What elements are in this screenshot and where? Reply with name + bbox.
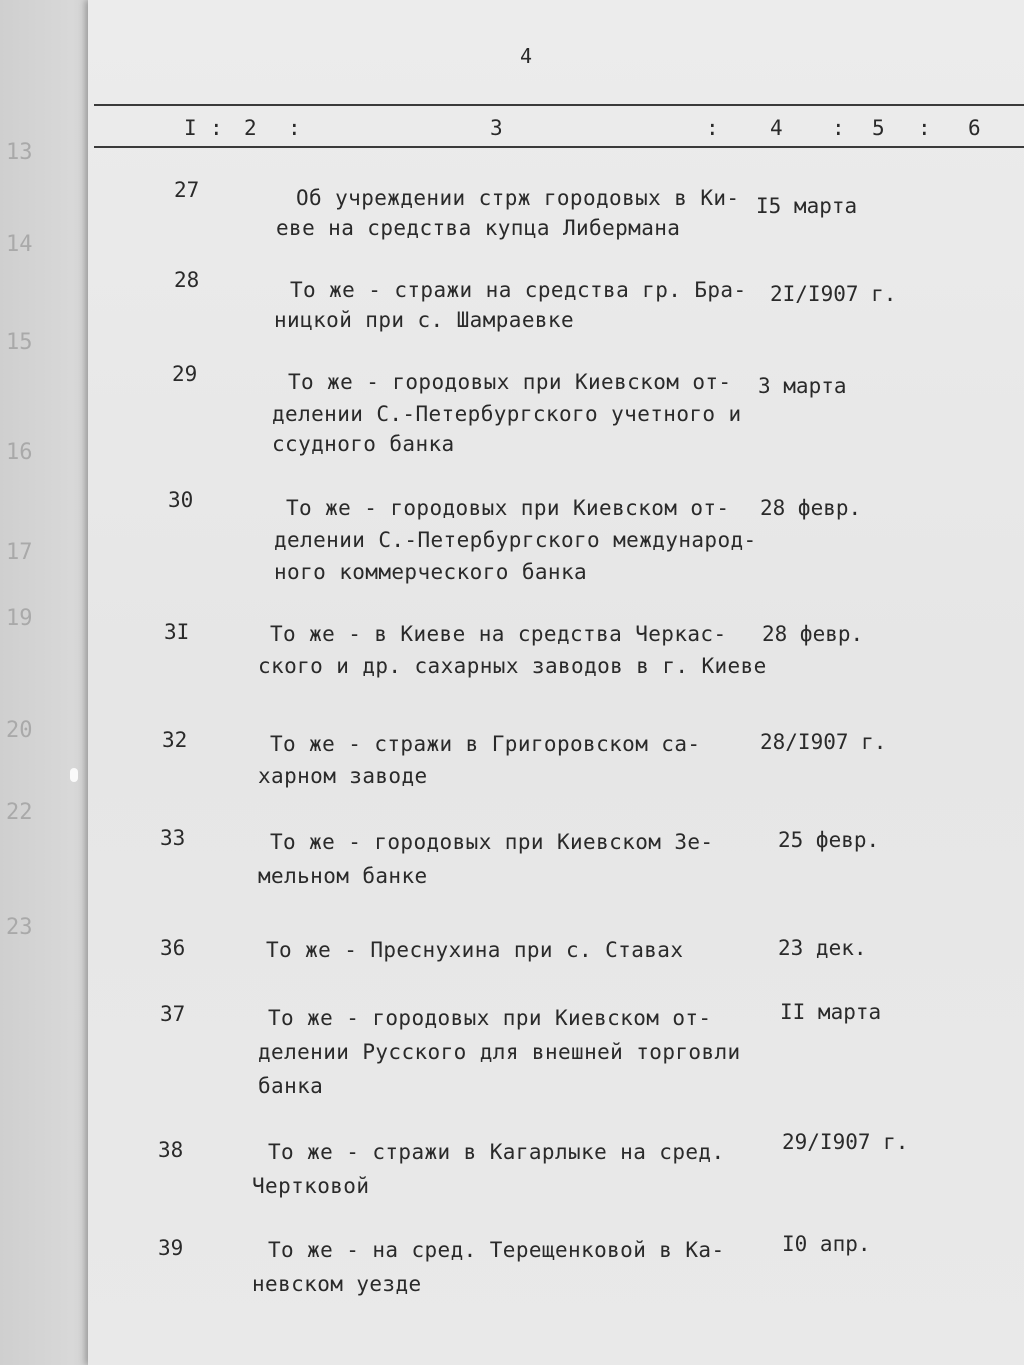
staple-hole bbox=[70, 768, 78, 782]
entry-number: 36 bbox=[160, 936, 186, 960]
header-separator: : bbox=[288, 116, 301, 140]
entry-text-line: еве на средства купца Либермана bbox=[276, 216, 681, 240]
entry-number: 32 bbox=[162, 728, 188, 752]
entry-date: I0 апр. bbox=[782, 1232, 871, 1256]
entry-text-line: То же - в Киеве на средства Черкас- bbox=[270, 622, 727, 646]
document-page bbox=[88, 0, 1024, 1365]
header-col-5: 5 bbox=[872, 116, 885, 140]
entry-text-line: То же - Преснухина при с. Ставах bbox=[266, 938, 684, 962]
entry-text-line: То же - городовых при Киевском от- bbox=[268, 1006, 712, 1030]
entry-date: II марта bbox=[780, 1000, 882, 1024]
entry-number: 29 bbox=[172, 362, 198, 386]
entry-text-line: То же - стражи в Кагарлыке на сред. bbox=[268, 1140, 725, 1164]
header-col-2: 2 bbox=[244, 116, 257, 140]
entry-text-line: делении Русского для внешней торговли bbox=[258, 1040, 741, 1064]
ghost-number: 15 bbox=[6, 330, 33, 355]
entry-number: 28 bbox=[174, 268, 200, 292]
entry-date: 3 марта bbox=[758, 374, 847, 398]
ghost-number: 13 bbox=[6, 140, 33, 165]
entry-date: I5 марта bbox=[756, 194, 858, 218]
entry-text-line: ского и др. сахарных заводов в г. Киеве bbox=[258, 654, 767, 678]
ghost-number: 17 bbox=[6, 540, 33, 565]
entry-number: 3I bbox=[164, 620, 190, 644]
header-col-3: 3 bbox=[490, 116, 503, 140]
header-col-4: 4 bbox=[770, 116, 783, 140]
header-separator: : bbox=[706, 116, 719, 140]
entry-number: 33 bbox=[160, 826, 186, 850]
entry-text-line: То же - стражи на средства гр. Бра- bbox=[290, 278, 747, 302]
entry-text-line: То же - городовых при Киевском от- bbox=[288, 370, 732, 394]
entry-text-line: ницкой при с. Шамраевке bbox=[274, 308, 574, 332]
ghost-number: 20 bbox=[6, 718, 33, 743]
entry-number: 39 bbox=[158, 1236, 184, 1260]
entry-date: 25 февр. bbox=[778, 828, 880, 852]
entry-text-line: банка bbox=[258, 1074, 324, 1098]
entry-date: 23 дек. bbox=[778, 936, 867, 960]
entry-number: 27 bbox=[174, 178, 200, 202]
entry-date: 29/I907 г. bbox=[782, 1130, 909, 1154]
entry-text-line: ссудного банка bbox=[272, 432, 455, 456]
entry-date: 28/I907 г. bbox=[760, 730, 887, 754]
table-header bbox=[94, 104, 1024, 148]
header-separator: : bbox=[832, 116, 845, 140]
entry-text-line: невском уезде bbox=[252, 1272, 422, 1296]
ghost-number: 14 bbox=[6, 232, 33, 257]
entry-text-line: делении С.-Петербургского международ- bbox=[274, 528, 757, 552]
entry-text-line: Чертковой bbox=[252, 1174, 370, 1198]
header-separator: : bbox=[918, 116, 931, 140]
entry-text-line: То же - городовых при Киевском от- bbox=[286, 496, 730, 520]
ghost-number: 23 bbox=[6, 915, 33, 940]
entry-text-line: Об учреждении стрж городовых в Ки- bbox=[296, 186, 740, 210]
entry-text-line: ного коммерческого банка bbox=[274, 560, 588, 584]
entry-date: 28 февр. bbox=[760, 496, 862, 520]
entry-text-line: делении С.-Петербургского учетного и bbox=[272, 402, 742, 426]
entry-text-line: То же - городовых при Киевском Зе- bbox=[270, 830, 714, 854]
ghost-number: 22 bbox=[6, 800, 33, 825]
entry-text-line: То же - стражи в Григоровском са- bbox=[270, 732, 701, 756]
ghost-number: 19 bbox=[6, 606, 33, 631]
entry-number: 37 bbox=[160, 1002, 186, 1026]
entry-number: 30 bbox=[168, 488, 194, 512]
entry-text-line: харном заводе bbox=[258, 764, 428, 788]
header-separator: : bbox=[210, 116, 223, 140]
entry-number: 38 bbox=[158, 1138, 184, 1162]
header-col-1: I bbox=[184, 116, 197, 140]
ghost-number: 16 bbox=[6, 440, 33, 465]
entry-text-line: мельном банке bbox=[258, 864, 428, 888]
entry-date: 28 февр. bbox=[762, 622, 864, 646]
header-col-6: 6 bbox=[968, 116, 981, 140]
page-number: 4 bbox=[520, 44, 533, 68]
entry-text-line: То же - на сред. Терещенковой в Ка- bbox=[268, 1238, 725, 1262]
entry-date: 2I/I907 г. bbox=[770, 282, 897, 306]
